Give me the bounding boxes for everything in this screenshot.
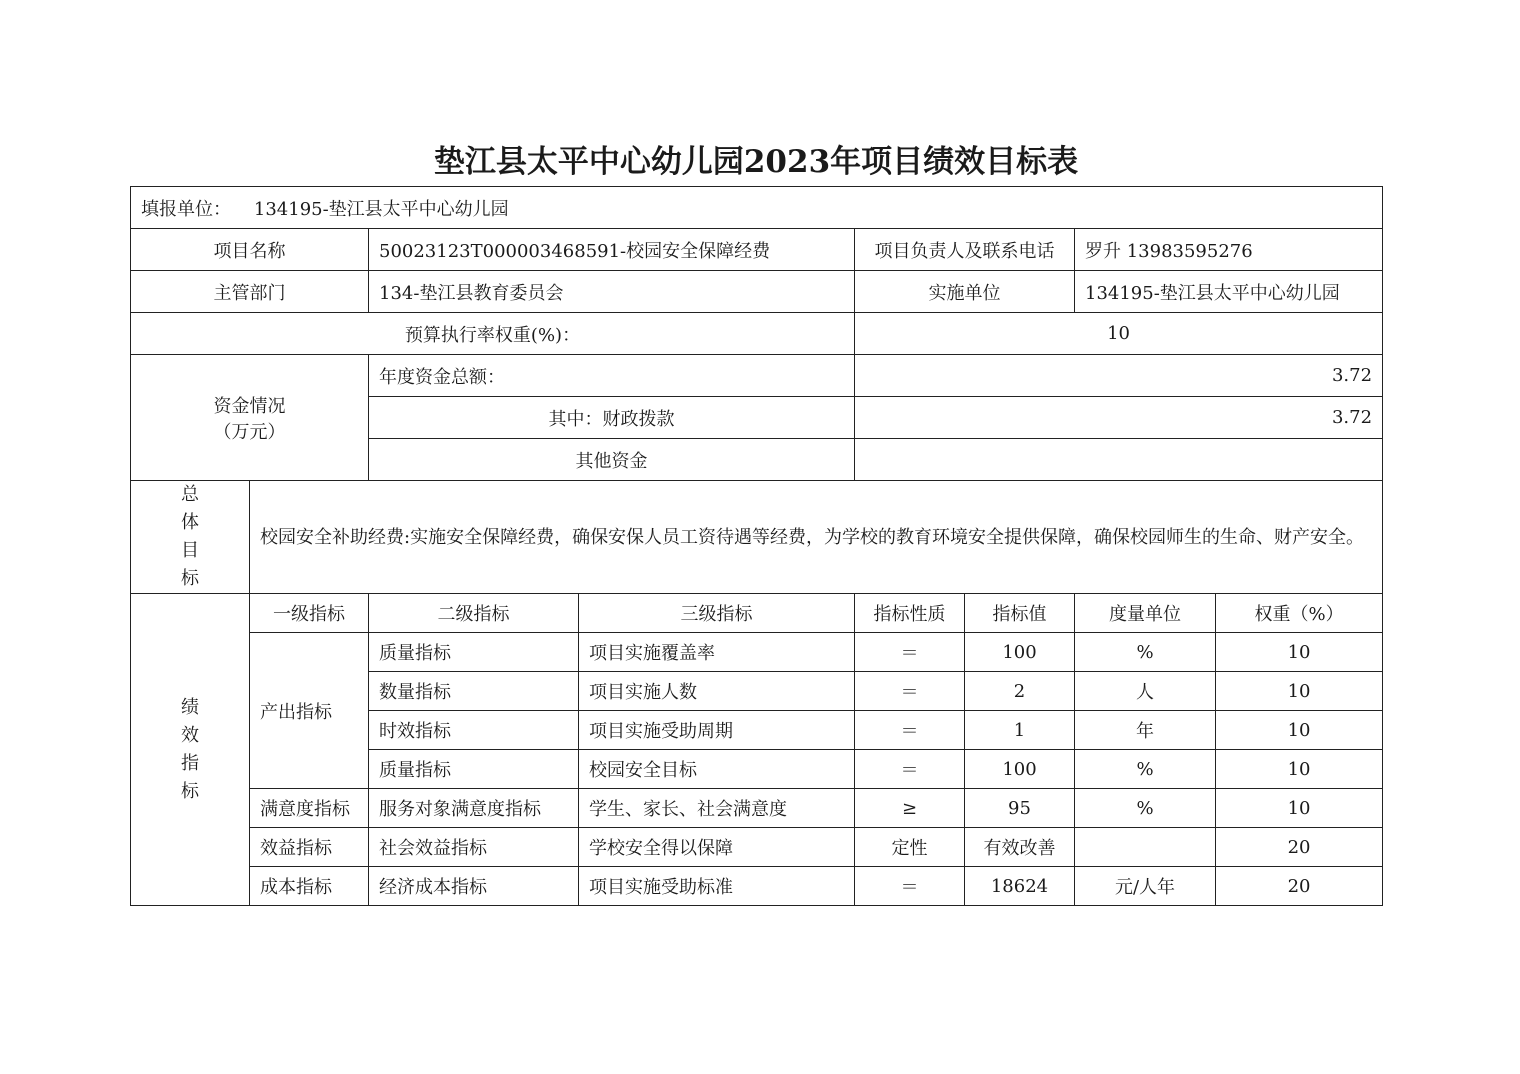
- l3-cell: 项目实施受助周期: [579, 711, 855, 750]
- project-name-row: [131, 229, 1383, 271]
- budget-weight-row: [131, 313, 1383, 355]
- l2-cell: 经济成本指标: [369, 867, 579, 906]
- l2-cell: 服务对象满意度指标: [369, 789, 579, 828]
- budget-weight-label: 预算执行率权重(%)：: [131, 313, 855, 355]
- nature-cell: ＝: [855, 711, 965, 750]
- l3-cell: 项目实施人数: [579, 672, 855, 711]
- table-row: [131, 828, 1383, 867]
- weight-cell: 20: [1216, 867, 1383, 906]
- unit-cell: 元/人年: [1075, 867, 1216, 906]
- output-group-label: 产出指标: [250, 633, 369, 789]
- unit-cell: %: [1075, 789, 1216, 828]
- l3-cell: 项目实施受助标准: [579, 867, 855, 906]
- funds-total-label: 年度资金总额：: [369, 355, 855, 397]
- overall-goal-label-char: 体: [181, 512, 199, 533]
- l3-cell: 学校安全得以保障: [579, 828, 855, 867]
- weight-cell: 10: [1216, 711, 1383, 750]
- l1-cell: 满意度指标: [250, 789, 369, 828]
- department-value: 134-垫江县教育委员会: [369, 271, 855, 313]
- funds-label-line2: （万元）: [213, 421, 286, 443]
- overall-goal-text: 校园安全补助经费:实施安全保障经费，确保安保人员工资待遇等经费，为学校的教育环境安全提供保障，确保校园师生的生命、财产安全。: [250, 481, 1383, 594]
- value-cell: 2: [965, 672, 1075, 711]
- project-name-value: 50023123T000003468591-校园安全保障经费: [369, 229, 855, 271]
- l1-cell: 成本指标: [250, 867, 369, 906]
- nature-cell: ≥: [855, 789, 965, 828]
- value-cell: 1: [965, 711, 1075, 750]
- overall-goal-label-char: 标: [181, 568, 199, 589]
- table-row: [131, 633, 1383, 672]
- l3-cell: 学生、家长、社会满意度: [579, 789, 855, 828]
- weight-cell: 10: [1216, 633, 1383, 672]
- value-cell: 100: [965, 633, 1075, 672]
- funds-total-value: 3.72: [855, 355, 1383, 397]
- overall-goal-label-char: 总: [181, 484, 199, 505]
- budget-weight-value: 10: [855, 313, 1383, 355]
- indicators-label-char: 效: [181, 724, 199, 746]
- l2-cell: 质量指标: [369, 633, 579, 672]
- reporting-unit-value: 134195-垫江县太平中心幼儿园: [253, 198, 509, 220]
- department-label: 主管部门: [131, 271, 369, 313]
- weight-cell: 10: [1216, 789, 1383, 828]
- overall-goal-label-char: 目: [181, 540, 199, 561]
- weight-cell: 20: [1216, 828, 1383, 867]
- unit-cell: %: [1075, 750, 1216, 789]
- unit-cell: %: [1075, 633, 1216, 672]
- column-header: 度量单位: [1075, 594, 1216, 633]
- funds-total-row: [131, 355, 1383, 397]
- implementer-value: 134195-垫江县太平中心幼儿园: [1075, 271, 1383, 313]
- indicators-label-char: 指: [181, 752, 199, 774]
- department-row: [131, 271, 1383, 313]
- nature-cell: ＝: [855, 633, 965, 672]
- reporting-unit-cell: [131, 187, 1383, 229]
- indicators-label-char: 绩: [181, 696, 199, 718]
- indicator-header-row: [131, 594, 1383, 633]
- weight-cell: 10: [1216, 672, 1383, 711]
- overall-goal-row: [131, 481, 1383, 594]
- value-cell: 18624: [965, 867, 1075, 906]
- l2-cell: 社会效益指标: [369, 828, 579, 867]
- nature-cell: 定性: [855, 828, 965, 867]
- indicators-label-char: 标: [181, 780, 199, 802]
- l2-cell: 质量指标: [369, 750, 579, 789]
- nature-cell: ＝: [855, 750, 965, 789]
- funds-label-line1: 资金情况: [213, 395, 286, 417]
- column-header: 二级指标: [369, 594, 579, 633]
- unit-cell: [1075, 828, 1216, 867]
- table-row: [131, 789, 1383, 828]
- value-cell: 有效改善: [965, 828, 1075, 867]
- column-header: 三级指标: [579, 594, 855, 633]
- funds-fiscal-label: 其中：财政拨款: [369, 397, 855, 439]
- funds-label: [131, 355, 369, 481]
- l2-cell: 数量指标: [369, 672, 579, 711]
- performance-target-table: [130, 186, 1383, 906]
- l1-cell: 效益指标: [250, 828, 369, 867]
- nature-cell: ＝: [855, 672, 965, 711]
- overall-goal-label: [131, 481, 250, 594]
- value-cell: 95: [965, 789, 1075, 828]
- l3-cell: 项目实施覆盖率: [579, 633, 855, 672]
- project-name-label: 项目名称: [131, 229, 369, 271]
- page-title: 垫江县太平中心幼儿园2023年项目绩效目标表: [433, 144, 1079, 180]
- funds-other-label: 其他资金: [369, 439, 855, 481]
- column-header: 指标性质: [855, 594, 965, 633]
- table-row: [131, 867, 1383, 906]
- funds-fiscal-value: 3.72: [855, 397, 1383, 439]
- funds-other-value: [855, 439, 1383, 481]
- unit-cell: 年: [1075, 711, 1216, 750]
- implementer-label: 实施单位: [855, 271, 1075, 313]
- l2-cell: 时效指标: [369, 711, 579, 750]
- weight-cell: 10: [1216, 750, 1383, 789]
- reporting-unit-label: 填报单位：: [141, 198, 231, 220]
- value-cell: 100: [965, 750, 1075, 789]
- column-header: 指标值: [965, 594, 1075, 633]
- reporting-unit-row: [131, 187, 1383, 229]
- column-header: 一级指标: [250, 594, 369, 633]
- project-owner-value: 罗升 13983595276: [1075, 229, 1383, 271]
- project-owner-label: 项目负责人及联系电话: [855, 229, 1075, 271]
- nature-cell: ＝: [855, 867, 965, 906]
- l3-cell: 校园安全目标: [579, 750, 855, 789]
- indicators-label: [131, 594, 250, 906]
- column-header: 权重（%）: [1216, 594, 1383, 633]
- unit-cell: 人: [1075, 672, 1216, 711]
